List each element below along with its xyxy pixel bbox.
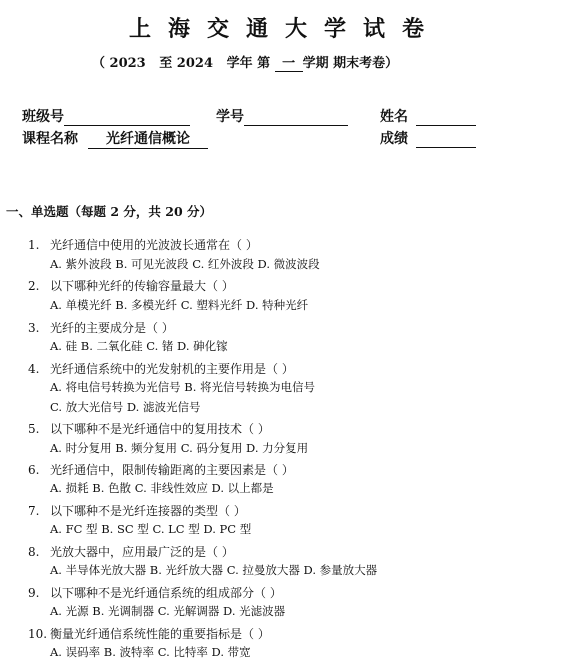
- exam-subtitle: [92, 52, 398, 72]
- question-5: 5. 以下哪种不是光纤通信中的复用技术（ ）: [28, 422, 270, 436]
- student-id-field: [216, 106, 348, 126]
- question-1: 1. 光纤通信中使用的光波波长通常在（ ）: [28, 238, 258, 252]
- question-4-options-1: A. 将电信号转换为光信号 B. 将光信号转换为电信号: [50, 380, 316, 394]
- name-label: 姓名: [380, 109, 408, 125]
- question-8: 8. 光放大器中，应用最广泛的是（ ）: [28, 545, 234, 559]
- name-blank: [416, 111, 476, 126]
- question-4: 4. 光纤通信系统中的光发射机的主要作用是（ ）: [28, 362, 294, 376]
- score-blank: [416, 133, 476, 148]
- question-3-options: A. 硅 B. 二氧化硅 C. 锗 D. 砷化镓: [50, 339, 228, 353]
- question-10-options: A. 误码率 B. 波特率 C. 比特率 D. 带宽: [50, 645, 251, 659]
- section-title: 一、单选题（每题 2 分，共 20 分）: [6, 204, 213, 219]
- subtitle-left: （ 2023 至 2024 学年 第: [92, 56, 271, 71]
- course-value: 光纤通信概论: [88, 128, 208, 149]
- class-blank: [64, 111, 190, 126]
- question-7-options: A. FC 型 B. SC 型 C. LC 型 D. PC 型: [50, 522, 252, 536]
- question-1-options: A. 紫外波段 B. 可见光波段 C. 红外波段 D. 微波波段: [50, 257, 320, 271]
- term-value: 一: [275, 52, 303, 72]
- subtitle-right: 学期 期末考卷）: [302, 56, 399, 71]
- question-6-options: A. 损耗 B. 色散 C. 非线性效应 D. 以上都是: [50, 481, 274, 495]
- student-id-label: 学号: [216, 109, 244, 125]
- student-id-blank: [244, 111, 348, 126]
- question-3: 3. 光纤的主要成分是（ ）: [28, 321, 174, 335]
- question-9: 9. 以下哪种不是光纤通信系统的组成部分（ ）: [28, 586, 282, 600]
- question-5-options: A. 时分复用 B. 频分复用 C. 码分复用 D. 力分复用: [50, 441, 309, 455]
- question-2: 2. 以下哪种光纤的传输容量最大（ ）: [28, 279, 234, 293]
- class-field: [22, 106, 190, 126]
- course-field: [22, 128, 208, 149]
- question-8-options: A. 半导体光放大器 B. 光纤放大器 C. 拉曼放大器 D. 参量放大器: [50, 563, 378, 577]
- question-9-options: A. 光源 B. 光调制器 C. 光解调器 D. 光滤波器: [50, 604, 286, 618]
- score-label: 成绩: [380, 131, 408, 147]
- class-label: 班级号: [22, 109, 64, 125]
- score-field: [380, 128, 476, 148]
- name-field: [380, 106, 476, 126]
- question-6: 6. 光纤通信中，限制传输距离的主要因素是（ ）: [28, 463, 294, 477]
- course-label: 课程名称: [22, 131, 78, 147]
- question-4-options-2: C. 放大光信号 D. 滤波光信号: [50, 400, 201, 414]
- exam-title: 上海交通大学试卷: [128, 16, 441, 42]
- question-7: 7. 以下哪种不是光纤连接器的类型（ ）: [28, 504, 246, 518]
- question-10: 10. 衡量光纤通信系统性能的重要指标是（ ）: [28, 627, 270, 641]
- question-2-options: A. 单模光纤 B. 多模光纤 C. 塑料光纤 D. 特种光纤: [50, 298, 309, 312]
